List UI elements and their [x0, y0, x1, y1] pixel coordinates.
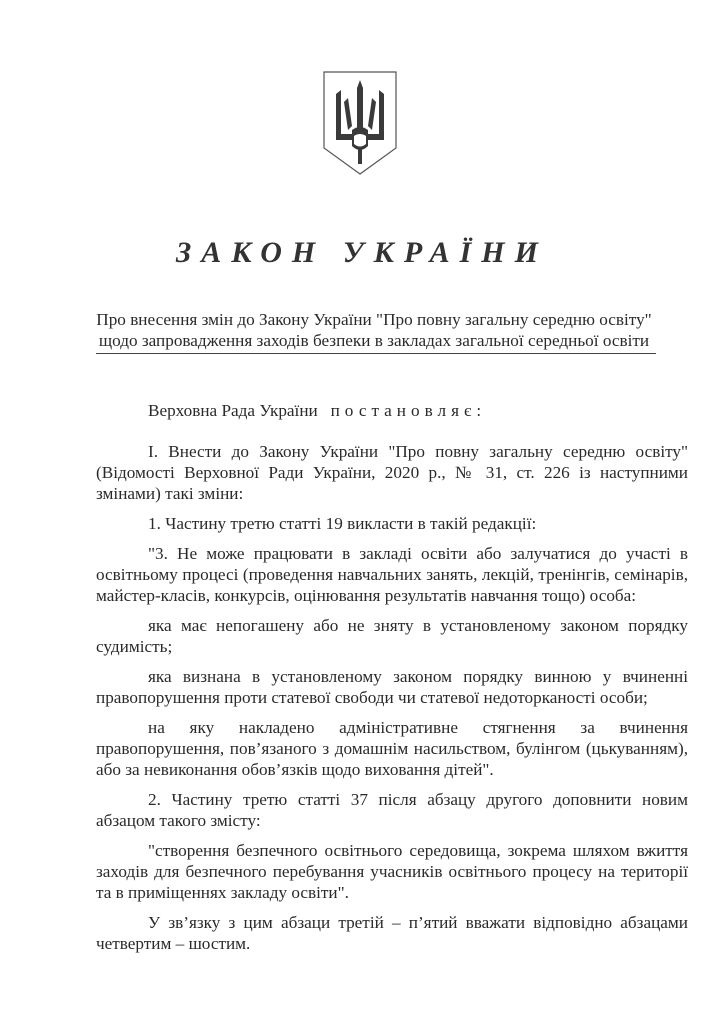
paragraph-section-1: І. Внести до Закону України "Про повну загальну середню освіту" (Відомості Верховної Ради України, 2020 р., № 31, ст. 226 із наступними змінами) такі зміни:	[96, 442, 688, 503]
document-title: ЗАКОН УКРАЇНИ	[176, 236, 548, 269]
enactment-verb: постановляє:	[330, 401, 487, 420]
document-body	[96, 400, 688, 954]
enactment-subject: Верховна Рада України	[148, 401, 318, 420]
paragraph-renumbering: У зв’язку з цим абзаци третій – п’ятий вважати відповідно абзацами четвертим – шостим.	[96, 913, 688, 953]
subtitle-line-1: Про внесення змін до Закону України "Про повну загальну середню освіту"	[96, 310, 652, 329]
paragraph-criterion-2: яка визнана в установленому законом порядку винною у вчиненні правопорушення проти статевої свободи чи статевої недоторканості особи;	[96, 667, 688, 707]
paragraph-item-1: 1. Частину третю статті 19 викласти в такій редакції:	[148, 514, 537, 533]
subtitle-line-2: щодо запровадження заходів безпеки в закладах загальної середньої освіти	[98, 331, 650, 350]
paragraph-article-37-text: "створення безпечного освітнього середовища, зокрема шляхом вжиття заходів для безпечного перебування учасників освітнього процесу на території та в приміщеннях закладу освіти".	[96, 841, 688, 902]
paragraph-criterion-1: яка має непогашену або не зняту в установленому законом порядку судимість;	[96, 616, 688, 656]
subtitle-underline	[96, 353, 656, 354]
document-subtitle	[94, 309, 654, 351]
paragraph-article-19-text: "3. Не може працювати в закладі освіти або залучатися до участі в освітньому процесі (проведення навчальних занять, лекцій, тренінгів, семінарів, майстер-класів, конкурсів, оцінювання результатів навчання тощо) особа:	[96, 544, 688, 605]
enactment-clause	[96, 400, 688, 421]
paragraph-criterion-3: на яку накладено адміністративне стягнення за вчинення правопорушення, пов’язаного з домашнім насильством, булінгом (цькуванням), або за невиконання обов’язків щодо виховання дітей".	[96, 718, 688, 779]
paragraph-item-2: 2. Частину третю статті 37 після абзацу другого доповнити новим абзацом такого змісту:	[96, 790, 688, 830]
tryzub-coat-of-arms-icon	[322, 68, 398, 176]
